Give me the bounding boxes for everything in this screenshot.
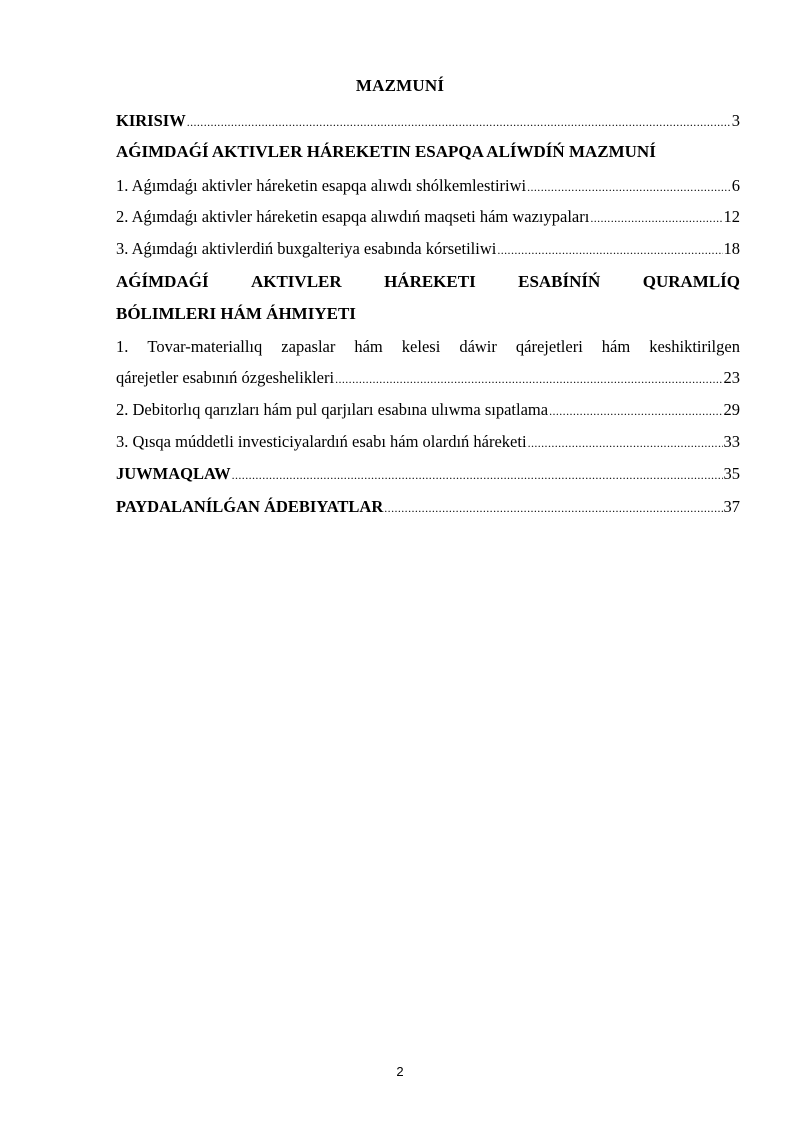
heading-word: AǴÍMDAǴÍ <box>116 272 209 291</box>
toc-entry-2-1-line-1[interactable] <box>116 336 740 358</box>
toc-entry-page: 6 <box>731 176 740 195</box>
toc-heading-line-1 <box>116 271 740 293</box>
toc-leader-dots <box>232 464 723 486</box>
toc-entry-page: 3 <box>731 111 740 130</box>
toc-entry-page: 23 <box>723 368 740 387</box>
toc-entry-page: 35 <box>723 464 740 483</box>
toc-leader-dots <box>527 176 731 198</box>
toc-entry-page: 12 <box>723 207 740 226</box>
toc-entry-2-1-line-2[interactable] <box>116 367 740 390</box>
toc-entry-label: 2. Debitorlıq qarızları hám pul qarjıları esabına ulıwma sıpatlama <box>116 400 549 419</box>
entry-word: 1. <box>116 337 129 356</box>
toc-entry-label: 2. Aǵımdaǵı aktivler háreketin esapqa alıwdıń maqseti hám wazıypaları <box>116 207 590 226</box>
toc-leader-dots <box>590 207 722 229</box>
entry-word: zapaslar <box>281 337 336 356</box>
toc-entry-label: JUWMAQLAW <box>116 464 231 483</box>
heading-word: ESABÍNÍŃ <box>518 272 601 291</box>
entry-word: hám <box>601 337 631 356</box>
toc-entry-references[interactable] <box>116 496 740 519</box>
entry-word: keshiktirilgen <box>649 337 740 356</box>
heading-word: AKTIVLER <box>250 272 342 291</box>
toc-entry-label: PAYDALANÍLǴAN ÁDEBIYATLAR <box>116 497 384 516</box>
toc-leader-dots <box>497 239 722 261</box>
toc-entry-1-3[interactable] <box>116 238 740 261</box>
toc-section-heading-1[interactable]: AǴIMDAǴÍ AKTIVLER HÁREKETIN ESAPQA ALÍWDÍŃ MAZMUNÍ <box>116 142 656 161</box>
toc-entry-introduction[interactable] <box>116 110 740 133</box>
heading-word: HÁREKETI <box>384 272 476 291</box>
toc-entry-page: 29 <box>723 400 740 419</box>
toc-section-heading-2[interactable] <box>116 271 740 293</box>
toc-entry-label: qárejetler esabınıń ózgeshelikleri <box>116 368 335 387</box>
page-number: 2 <box>396 1064 404 1079</box>
entry-word: dáwir <box>459 337 497 356</box>
toc-entry-label: 3. Qısqa múddetli investiciyalardıń esabı hám olardıń háreketi <box>116 432 527 451</box>
toc-entry-conclusion[interactable] <box>116 463 740 486</box>
toc-leader-dots <box>187 111 731 133</box>
entry-word: hám <box>354 337 383 356</box>
entry-word: kelesi <box>401 337 441 356</box>
toc-entry-label: 1. Aǵımdaǵı aktivler háreketin esapqa alıwdı shólkemlestiriwi <box>116 176 527 195</box>
entry-word: Tovar-materiallıq <box>147 337 263 356</box>
toc-entry-page: 37 <box>723 497 740 516</box>
heading-word: QURAMLÍQ <box>642 272 740 291</box>
toc-entry-1-2[interactable] <box>116 206 740 229</box>
toc-leader-dots <box>384 497 722 519</box>
entry-word: qárejetleri <box>515 337 583 356</box>
toc-leader-dots <box>528 432 723 454</box>
toc-entry-1-1[interactable] <box>116 175 740 198</box>
toc-entry-label: 3. Aǵımdaǵı aktivlerdiń buxgalteriya esabında kórsetiliwi <box>116 239 497 258</box>
toc-heading-line-2[interactable]: BÓLIMLERI HÁM ÁHMIYETI <box>116 304 356 323</box>
toc-leader-dots <box>549 400 722 422</box>
toc-title: MAZMUNÍ <box>355 76 445 95</box>
toc-entry-page: 18 <box>723 239 740 258</box>
toc-entry-label: KIRISIW <box>116 111 186 130</box>
justified-text-line <box>116 336 740 358</box>
toc-entry-2-3[interactable] <box>116 431 740 454</box>
toc-entry-page: 33 <box>723 432 740 451</box>
toc-entry-2-2[interactable] <box>116 399 740 422</box>
toc-leader-dots <box>335 368 722 390</box>
